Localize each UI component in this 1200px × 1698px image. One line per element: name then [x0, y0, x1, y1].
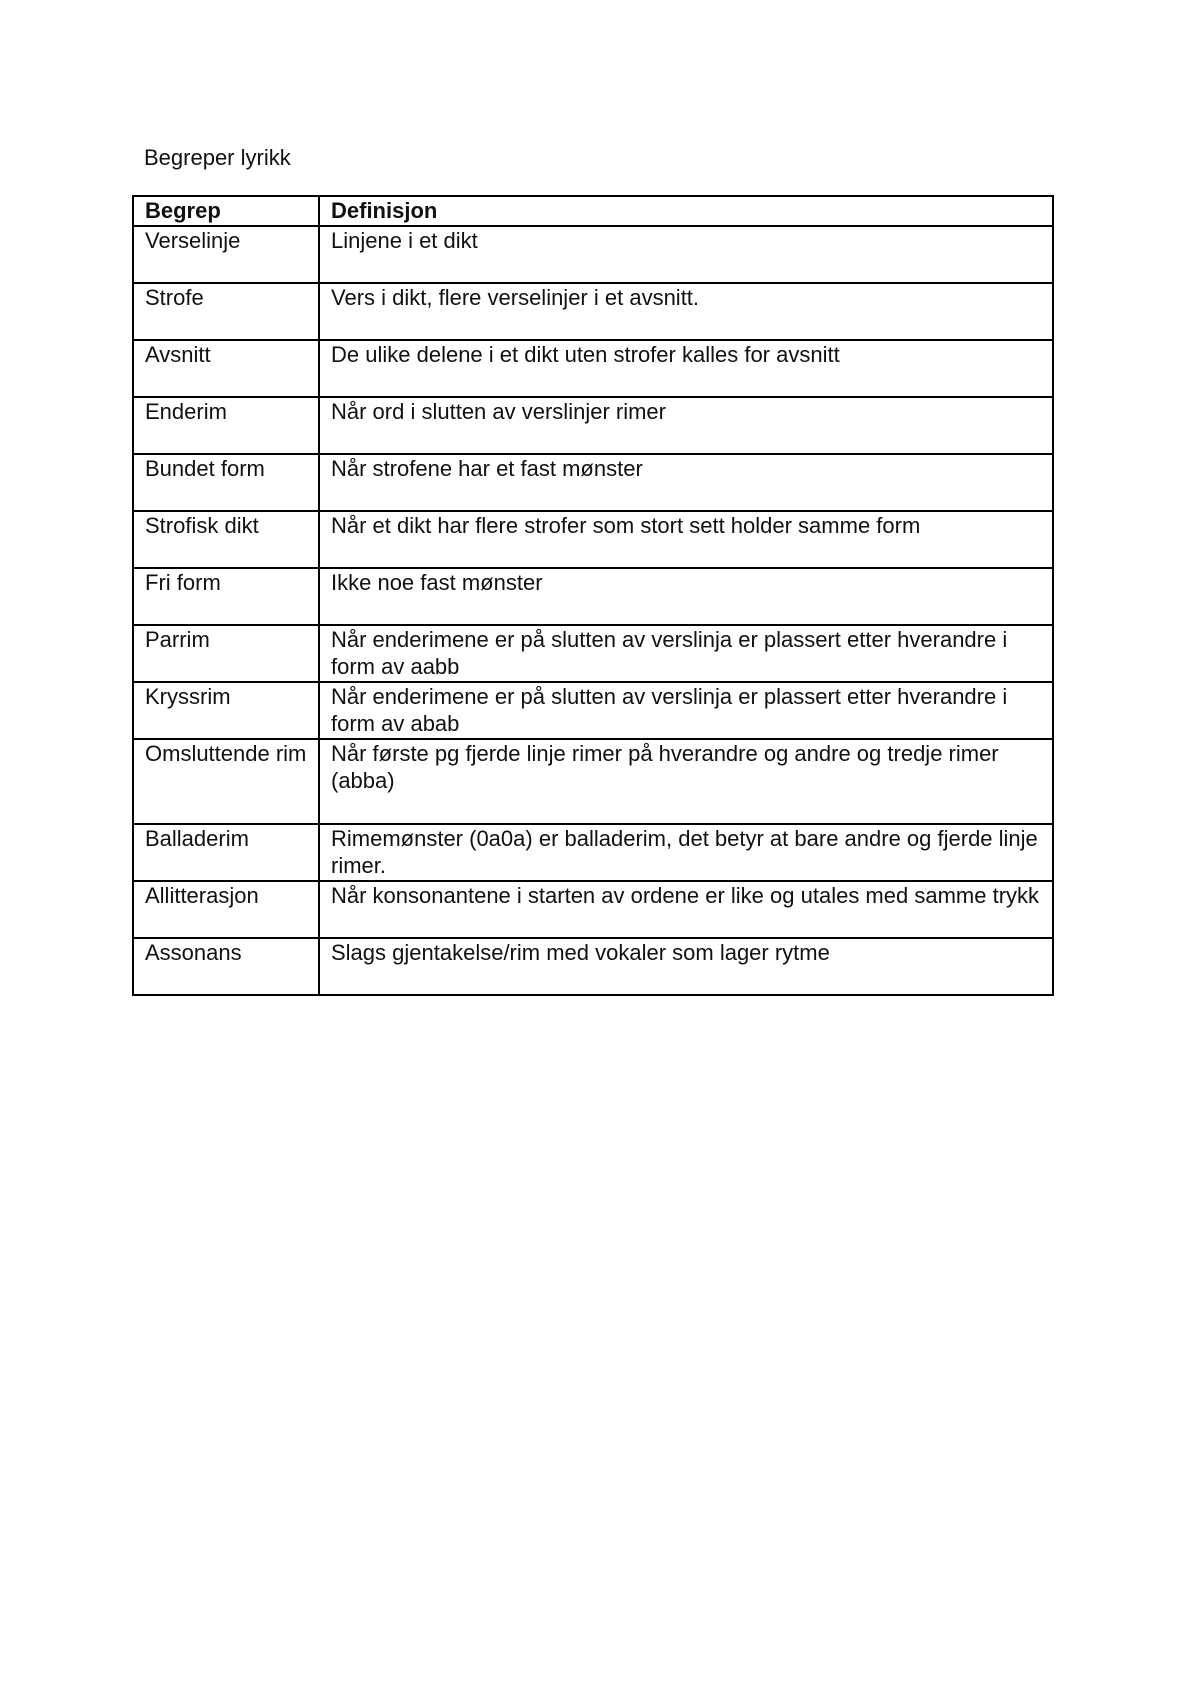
term-cell: Strofisk dikt — [133, 511, 319, 568]
table-row — [133, 881, 1053, 938]
definition-cell: Linjene i et dikt — [319, 226, 1053, 283]
table-row — [133, 511, 1053, 568]
term-cell: Strofe — [133, 283, 319, 340]
term-cell: Kryssrim — [133, 682, 319, 739]
table-row — [133, 340, 1053, 397]
definition-cell: Når enderimene er på slutten av verslinja er plassert etter hverandre i form av aabb — [319, 625, 1053, 682]
term-cell: Allitterasjon — [133, 881, 319, 938]
term-cell: Avsnitt — [133, 340, 319, 397]
page-title: Begreper lyrikk — [144, 145, 291, 170]
definition-cell: Rimemønster (0a0a) er balladerim, det betyr at bare andre og fjerde linje rimer. — [319, 824, 1053, 881]
table-row — [133, 283, 1053, 340]
definition-cell: Når strofene har et fast mønster — [319, 454, 1053, 511]
table-row — [133, 397, 1053, 454]
definition-cell: Når et dikt har flere strofer som stort sett holder samme form — [319, 511, 1053, 568]
definition-cell: Når enderimene er på slutten av verslinja er plassert etter hverandre i form av abab — [319, 682, 1053, 739]
definition-cell: De ulike delene i et dikt uten strofer kalles for avsnitt — [319, 340, 1053, 397]
definition-cell: Når første pg fjerde linje rimer på hverandre og andre og tredje rimer (abba) — [319, 739, 1053, 824]
term-cell: Balladerim — [133, 824, 319, 881]
definition-cell: Når konsonantene i starten av ordene er like og utales med samme trykk — [319, 881, 1053, 938]
table-row — [133, 682, 1053, 739]
term-cell: Assonans — [133, 938, 319, 995]
definition-cell: Vers i dikt, flere verselinjer i et avsnitt. — [319, 283, 1053, 340]
term-cell: Omsluttende rim — [133, 739, 319, 824]
term-cell: Bundet form — [133, 454, 319, 511]
table-row — [133, 938, 1053, 995]
table-row — [133, 739, 1053, 824]
column-header-term: Begrep — [133, 196, 319, 226]
term-cell: Parrim — [133, 625, 319, 682]
table-row — [133, 454, 1053, 511]
table-row — [133, 568, 1053, 625]
definition-cell: Ikke noe fast mønster — [319, 568, 1053, 625]
table-row — [133, 625, 1053, 682]
definition-cell: Når ord i slutten av verslinjer rimer — [319, 397, 1053, 454]
definition-cell: Slags gjentakelse/rim med vokaler som lager rytme — [319, 938, 1053, 995]
column-header-definition: Definisjon — [319, 196, 1053, 226]
term-cell: Verselinje — [133, 226, 319, 283]
table-header-row — [133, 196, 1053, 226]
table-row — [133, 824, 1053, 881]
table-row — [133, 226, 1053, 283]
term-cell: Enderim — [133, 397, 319, 454]
term-cell: Fri form — [133, 568, 319, 625]
terms-table — [132, 195, 1054, 996]
